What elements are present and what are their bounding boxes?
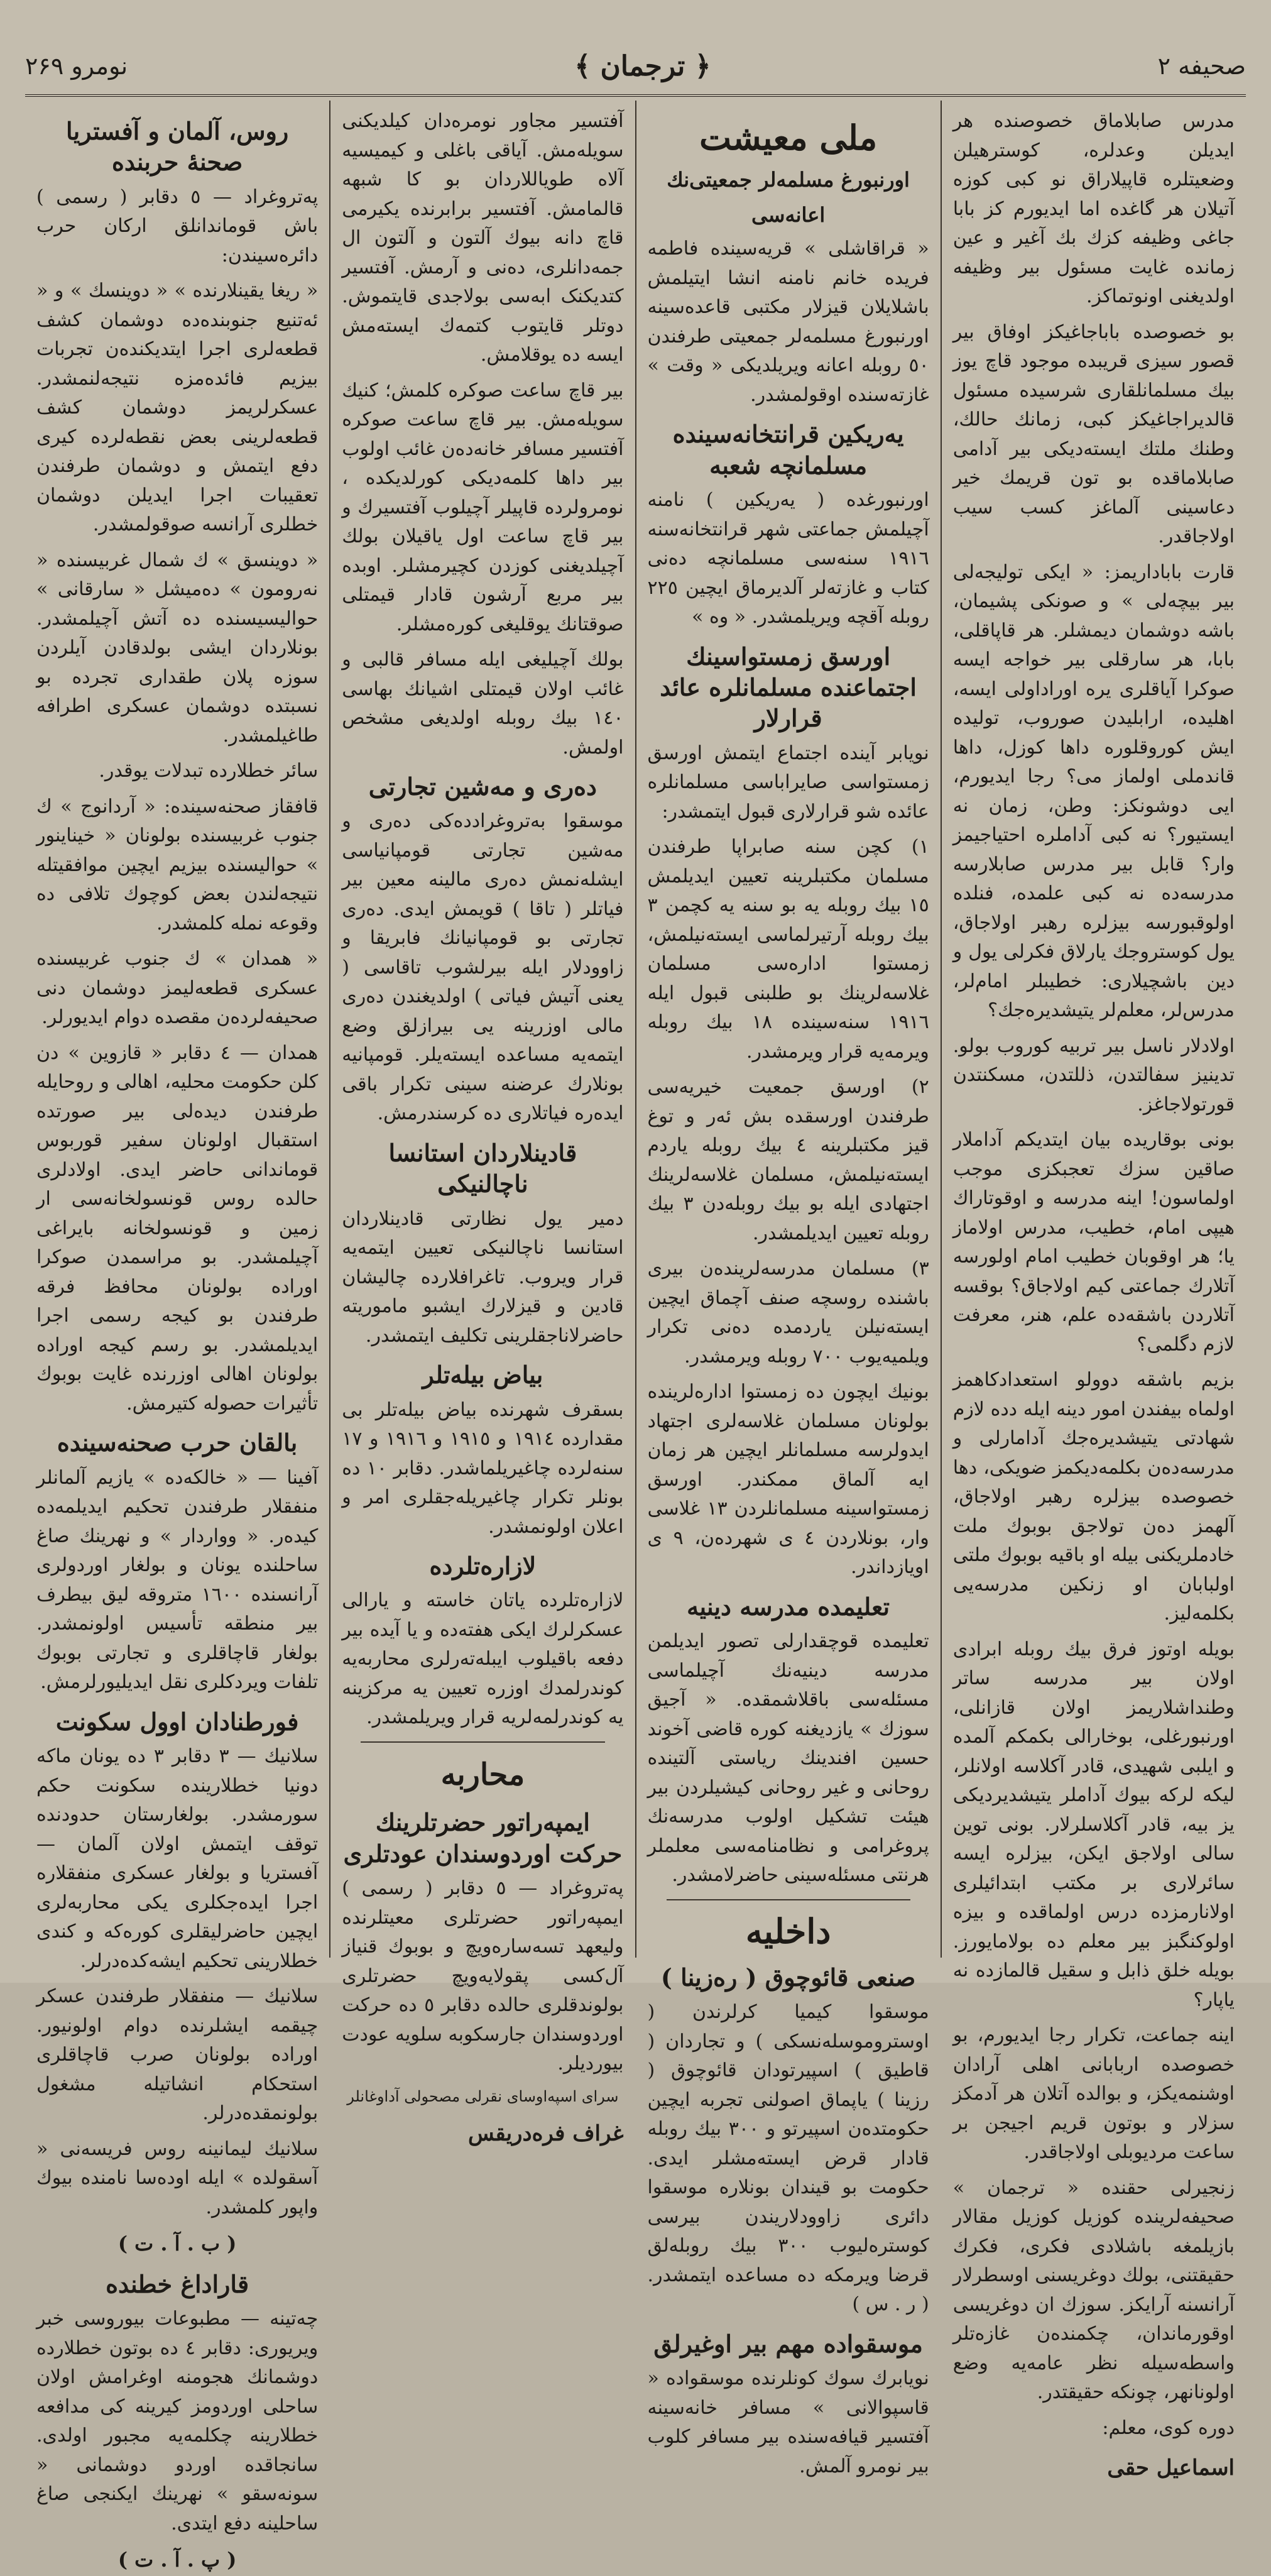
paragraph: بو خصوصده باباجاغیکز اوفاق بیر قصور سیزی قریبده موجود قاچ یوز بیك مسلمانلقاری شرسیده مسئول قالدیراجاغیکز کبی، زمانك حالك، وطنك ملتك ایسته‌دیکی بیر آدامی صابلاماقده بو تون قریمك خیر دعاسینی آلماغز کسب سیب اولاجاقدر.	[952, 321, 1235, 547]
divider	[361, 1741, 604, 1743]
column-3	[329, 101, 635, 2146]
article-heading: موسقواده مهم بیر اوغیرلق	[653, 2329, 923, 2358]
article-heading: بالقان حرب صحنه‌سینده	[57, 1428, 298, 1457]
paragraph: سلانیك — منفقلار طرفندن عسکر چیقمه ایشلرنده دوام اولونیور. اوراده بولونان صرب قاچاقلری استحکام انشاتیله مشغول بولونمقده‌درلر.	[36, 1985, 319, 2125]
column-2	[635, 101, 941, 2477]
paragraph: اولادلار ناسل بیر تربیه کوروب بولو. تدینیز سفالتدن، ذللتدن، مسکنتدن قورتولاجاغز.	[952, 1034, 1235, 1115]
paragraph: قافقاز صحنه‌سینده: « آردانوج » ك جنوب غربیسنده بولونان « خیناینور » حوالیسنده بیزیم ایچین موافقیتله نتیجه‌لندن بعض کوچوك تلافی ده وقوعه نمله کلمشدر.	[36, 795, 319, 934]
paragraph: بونی بوقاریده بیان ایتدیکم آداملار صاقین سزك تعجبکزی موجب اولماسون! اینه مدرسه و اوقوتاراك هیپی امام، خطیب، مدرس اولاماز یا؛ هر اوقوبان خطیب امام اولورسه آتلارك جماعتی کیم اولاجاق؟ بوقسه آتلاردن باشقه‌ده علم، هنر، معرفت لازم دگلمی؟	[952, 1129, 1235, 1356]
page-number-label: صحیفه ۲	[1157, 52, 1246, 80]
article-subheading: اعانه‌سی	[751, 202, 826, 227]
paragraph: موسقوا به‌تروغرادده‌کی ده‌ری و مه‌شین تجارتی قومپانیاسی ایشله‌نمش ده‌ری مالینه معین بیر فیاتلر ( تاقا ) قویمش ایدی. ده‌ری تجارتی بو قومپانیانك فابریقا و زاوودلار ایله بیرلشوب تاقاسی ( یعنی آتیش فیاتی ) اولدیغندن ده‌ری مالی اوزرینه یی بیرازلق وضع ایتمه‌یه مساعده ایسته‌یلر. قومپانیه بونلارك عرضنه سینی تکرار باقی ایده‌ره فیاتلاری ده کرسندرمش.	[342, 810, 624, 1125]
article-heading: تعلیمده مدرسه دینیه	[687, 1592, 890, 1621]
paragraph: نویابر آینده اجتماع ایتمش اورسق زمستواسی صایراباسی مسلمانلره عائده شو قرارلاری قبول ایتمشدر:	[647, 742, 929, 823]
issue-number-label: نومرو ۲۶۹	[25, 52, 128, 80]
signature-note: دوره کوی، معلم:	[1102, 2416, 1235, 2439]
paragraph: ٢) اورسق جمعیت خیریه‌سی طرفندن اورسقده بش ئه‌ر و توغ قیز مکتبلرینه ٤ بیك روبله یاردم ایسته‌نیلمش، مسلمان غلاسه‌لرینك اجتهادی ایله بو بیك روبله‌دن ٣ بیك روبله تعیین ایدیلمشدر.	[647, 1076, 929, 1244]
paragraph: په‌تروغراد — ٥ دقابر ( رسمی ) ایمپه‌راتور حضرتلری معیتلرنده ولیعهد تسه‌ساره‌ویچ و بوبوك قنیاز آل‌کسی پقولایه‌ویچ حضرتلری بولوندقلری حالده دقابر ٥ ده حرکت اوردوسندان جارسکوبه سلویه عودت بیوردیلر.	[342, 1877, 624, 2075]
newspaper-title: ﴿ ترجمان ﴾	[574, 50, 711, 82]
article-heading: اورسق زمستواسینك اجتماعنده مسلمانلره عائد قرارلار	[660, 642, 917, 733]
paragraph: چه‌تینه — مطبوعات بیوروسی خبر ویریوری: دقابر ٤ ده بوتون خطلارده دوشمانك هجومنه اوغرامش اولان ساحلی اوردومز کیرینه کی مدافعه خطلارینه چکلمه‌یه مجبور اولدی. سانجاقده اوردو دوشمانی « سونه‌سقو » نهرینك ایکنجی صاغ ساحلینه دفع ایتدی.	[36, 2308, 319, 2535]
paragraph: سلانیك لیمانینه روس فریسه‌نی « آسقولده » ایله اوده‌سا نامنده بیوك واپور کلمشدر.	[36, 2137, 319, 2218]
paragraph: لازاره‌تلرده یاتان خاسته و یارالی عسکرلرك ایکی هفته‌ده و یا آیده بیر دفعه باقیلوب ایبله‌ته‌رلری محاربه‌یه کوندرلمدك اوزره تعیین یه مرکزینه یه کوندرلمه‌لریه قرار ویریلمشدر.	[342, 1589, 624, 1729]
paragraph: آفتسیر مجاور نومره‌دان کیلدیکنی سویله‌مش. آیاقی باغلی و کیمیسیه آلاه طویاللاردان بو کا شبهه قالمامش. آفتسیر برابرنده یکیرمی قاچ دانه بیوك آلتون و آلتون ال جمه‌دانلری، ده‌نی و آرمش. آفتسیر کتدیکنک ابه‌سی بولاجدی قایتموش. دوتلر قایتوب کتمه‌ك ایسته‌مش ایسه ده یوقلامش.	[342, 110, 624, 366]
paragraph: « دوینسق » ك شمال غربیسنده « نه‌رومون » ده‌میشل « سارقانی » حوالیسیسنده ده آتش آچیلمشدر. بونلاردان ایشی بولدقادن آیلردن سوزه پلان طقداری تجرده بو نسبتده دوشمان عسکری اطرافه طاغیلمشدر.	[36, 549, 319, 747]
paragraph: اورنبورغده ( یه‌ریکین ) نامنه آچیلمش جماعتی شهر قرانتخانه‌سنه ١٩١٦ سنه‌سی مسلمانچه ده‌نی کتاب و غازته‌لر آلدیرماق ایچین ٢٢٥ روبله آقچه ویریلمشدر. « وه »	[647, 489, 929, 628]
paragraph: ١) کچن سنه صابراپا طرفندن مسلمان مکتبلرینه تعیین ایدیلمش ١٥ بیك روبله یه بو سنه یه کچمن ٣ بیك روبله آرتیرلماسی ایسته‌نیلمش، زمستوا اداره‌سی مسلمان غلاسه‌لرینك بو طلبنی قبول ایله ١٩١٦ سنه‌سینده ١٨ بیك روبله ویرمه‌یه قرار ویرمشدر.	[647, 836, 929, 1063]
paragraph: ٣) مسلمان مدرسه‌لرینده‌ن بیری باشنده روسچه صنف آچماق ایچین ایسته‌نیلن یاردمده ده‌نی تکرار ویلمیه‌یوب ٧٠٠ روبله ویرمشدر.	[647, 1258, 929, 1367]
section-heading: ملی معیشت	[699, 118, 878, 158]
masthead	[25, 38, 1246, 97]
section-ornament-heading: محاربه	[440, 1757, 525, 1792]
paragraph: بزیم باشقه دوولو استعداد‌کاهمز اولماه بیفندن امور دینه ایله دده لازم شهادتی یتیشدیره‌جك آدامارلی و مدرسه‌ده‌ن بكلمه‌دیکمز ضویکی، دها خصوصده بیزلره رهبر اولاجاق، آلهمز ده‌ن تولاجق بوبوك ملت خادملریکنی بیله او باقیه بوبوك ملتی اولبابان او زنکین مدرسه‌یی بکلمه‌لیز.	[952, 1369, 1235, 1625]
article-heading: ده‌ری و مه‌شین تجارتی	[368, 772, 597, 801]
footer-note: سرای اسپه‌اوسای نقرلی مصحولی آداوغانلر	[347, 2087, 619, 2105]
article-heading: صنعی قائوچوق ( ره‌زینا )	[660, 1963, 916, 1992]
paragraph: په‌تروغراد — ٥ دقابر ( رسمی ) باش قوماندانلق ارکان حرب دائره‌سیندن:	[36, 185, 319, 266]
article-heading: لازاره‌تلرده	[429, 1552, 537, 1581]
paragraph: تعلیمده قوچقدارلی تصور ایدیلمن مدرسه دینیه‌نك آچیلماسی مسئله‌سی باقلاشمقده. « آجیق سوزك » یازدیغنه کوره قاضی آخوند حسین‌ افندینك ریاستی آلتینده روحانی و غیر روحانی کیشیلردن بیر هیئت تشکیل اولوب مدرسه‌نك پروغرامی و نظامنامه‌سی معلملر هرنتی مسئله‌سینی حاضرلامشدر.	[647, 1630, 929, 1887]
article-heading: فورطنادان اوول سکونت	[55, 1707, 299, 1736]
paragraph: نویابرك سوك کونلرنده موسقواده « قاسپوالانی » مسافر خانه‌سینه آفتسیر قیافه‌سنده بیر مسافر کلوب بیر نومرو آلمش.	[647, 2367, 929, 2477]
article-heading: یه‌ریکین قرانتخانه‌سینده مسلمانچه شعبه	[672, 420, 904, 480]
paragraph: بسقرف شهرنده بیاض بیله‌تلر بی مقدارده ١٩١٤ و ١٩١٥ و ١٩١٦ و ١٧ سنه‌لرده چاغیریلماشدر. دقابر ١٠ ده بونلر تکرار چاغیریله‌جقلری امر و اعلان اولونمشدر.	[342, 1398, 624, 1538]
article-heading: روس، آلمان و آفستریا صحنهٔ حربنده	[66, 117, 289, 177]
paragraph: « همدان » ك جنوب غربیسنده عسکری قطعه‌لیمز دوشمان‌ دنی صحیفه‌لرده‌ن مقصده دوام ایدیورلر.	[36, 948, 319, 1029]
paragraph: دمیر یول نظارتی قادینلاردان استانسا ناچالنیکی تعیین ایتمه‌یه قرار ویروب. تاغرافلارده چالیشان قادین و قیزلارك ایشبو ماموریته حاضرلاناجقلرینی تکلیف ایتمشدر.	[342, 1207, 624, 1347]
author-signature: اسماعیل حقی	[1107, 2455, 1235, 2480]
paragraph: « قراقاشلی » قریه‌سینده فاطمه فریده خانم نامنه انشا ایتیلمش باشلایلان قیزلار مکتبی قاعده‌سینه اورنبورغ مسلمه‌لر جمعیتی طرفندن ٥٠ روبله اعانه ویریلدیکی « وقت » غازته‌سنده اوقولمشدر.	[647, 238, 929, 406]
paragraph: سلانیك — ٣ دقابر ٣ ده یونان ماکه دونیا خطلارینده سکونت حکم سورمشدر. بولغارستان حدودنده توقف ایتمش اولان آلمان — آفستریا و بولغار عسکری منفقلاره اجرا ایده‌جکلری یکی محاربه‌لری ایچین حاضرلیقلری کوره‌که و کندی خطلارینی تحکیم ایشه‌کده‌درلر.	[36, 1745, 319, 1972]
agency-tag: ( پ . آ . ت )	[117, 2548, 237, 2572]
paragraph: قارت باباداریمز: « ایکی تولیجه‌لی بیر بیچه‌لی » و صونکی پشیمان، باشه دوشمان دیمشلر. هر قاپاقلی، بابا، هر سارقلی بیر خواجه ایسه صوکرا آیاقلری یره اوراداولی ایسه، اهلیده، ارابلیدن صوروب، تولیده ایش کوروقلوره داها کوزل، داها قاندملی اولماز می؟ رجا ایدیورم، ایی دوشونکز: وطن، زمان نه ایستیور؟ نه کبی آداملره احتیاجیمز وار؟ قابل بیر مدرس صابلارسه مدرسه‌ده نه کبی علمده، فنلده اولوقبورسه بیزلره رهبر اولاجاق، یول کوستروجك یارلاق فکرلی یول و دین باشچیلاری: خطیبلر امام‌لر، مدرس‌لر، معلم‌لر یتیشدیره‌جك؟	[952, 561, 1235, 1021]
column-1	[941, 101, 1246, 2480]
paragraph: همدان — ٤ دقابر « قازوین » دن کلن حکومت محلیه، اهالی و روحایله طرفندن دیده‌لی بیر صورتده استقبال اولونان سفیر قوربوس قوماندانی حاضر ایدی. اولادلری حالده روس قونسولخانه‌سی ار زمین و قونسولخانه بایراغی آچیلمشدر. بو مراسمدن صوکرا اوراده بولونان محافظ فرقه طرفندن بو کیجه رسمی اجرا ایدیلمشدر. بو رسم کیجه اوراده بولونان اهالی اوزرنده غایت بوبوك تأثیرات حصوله کتیرمش.	[36, 1041, 319, 1415]
author-signature: غراف فره‌دریقس	[468, 2120, 624, 2146]
paragraph: مدرس صابلاماق خصوصنده هر ایدیلن وعدلره، کوسترهیلن وضعیتلره قاپیلاراق نو کبی کوزه آتیلان هر گاغده اما ایدیورم کز بابا جاغی وظیفه کزك بك آغیر و عین زمانده غایت مسئول بیر وظیفه اولدیغنی اونوتماکز.	[952, 110, 1235, 307]
column-4	[25, 101, 329, 2572]
paragraph: « ریغا یقینلارنده » « دوینسك » و « ئه‌تنیع جنوبنده‌ده دوشمان کشف قطعه‌لری اجرا ایتدیکنده‌ن تجربات بیزیم فائده‌مزه نتیجه‌لنمشدر. عسکرلریمز دوشمان کشف قطعه‌لرینی بعض نقطه‌لرده کیری دفع ایتمش و دوشمان طرفندن تعقیبات اجرا ایدیلن دوشمان خطلری آرانسه صوقولمشدر.	[36, 280, 319, 536]
article-heading: بیاض بیله‌تلر	[422, 1361, 543, 1389]
paragraph: بونیك ایچون ده زمستوا اداره‌لرینده بولونان مسلمان غلاسه‌لری اجتهاد ایدولرسه مسلمانلر ایچین هر زمان ایه آلماق ممکندر. اورسق زمستواسینه مسلمانلردن ١٣ غلاسی وار، بونلاردن ٤ ی شهرده‌ن، ٩ ی اویازداندر.	[647, 1381, 929, 1579]
paragraph: موسقوا کیمیا کرلرندن ( اوستروموسله‌نسکی ) و تجاردان ( قاطیق ) اسپیرتودان قائوچوق ( رزینا ) یاپماق اصولنی تجربه ایچین حکومتده‌ن اسپیرتو و ٣٠٠ بیك روبله قادار قرض ایسته‌مشلر ایدی. حکومت بو قیندان بونلاره موسقوا دائری زاوودلاریندن بیرسی کوستره‌لیوب ٣٠٠ بیك روبله‌لق قرضا ویرمکه ده مساعده ایتمشدر. ( ر . س )	[647, 2001, 929, 2316]
paragraph: آفینا — « خالکه‌ده » یازیم آلمانلر منفقلار طرفندن تحکیم ایدیلمه‌ده کیده‌ر. « وواردار » و نهرینك صاغ ساحلنده یونان و بولغار اوردولری آرانسنده ١٦٠٠ متروقه لیق بیطرف بیر منطقه تأسیس اولونمشدر. بولغار قاچاقلری و تجارتی بوبوك تلفات ویردکلری نقل ایدیلیورلرمش.	[36, 1466, 319, 1694]
paragraph: زنجیرلی حقنده « ترجمان » صحیفه‌لرینده کوزیل کوزیل مقالار بازیلمغه باشلادی فکری، فکرك حقیقتنی، بولك دوغریسنی اوسطرلار آرانسنه آرایکز. سوزك ان دوغریسی اوقورماندان، چکمنده‌ن غاز‌ه‌تلر واسطه‌سیله نظر عامه‌یه وضع اولونانهر، چونکه حقیقتدر.	[952, 2176, 1235, 2403]
article-heading: قاراداغ خطنده	[106, 2269, 249, 2298]
article-heading: اورنبورغ مسلمه‌لر جمعیتی‌نك	[667, 168, 910, 192]
agency-tag: ( ب . آ . ت )	[117, 2232, 237, 2256]
divider	[667, 1899, 910, 1900]
article-heading: ایمپه‌راتور حضرتلرینك حرکت اوردوسندان عودتلری	[343, 1808, 623, 1868]
columns-container	[25, 101, 1246, 2572]
section-heading: داخلیه	[745, 1910, 831, 1951]
paragraph: بیر قاچ ساعت صوکره کلمش؛ کنیك سویله‌مش. بیر قاچ ساعت صوکره آفتسیر مسافر خانه‌ده‌ن غائب اولوب بیر داها کلمه‌دیکی کورلدیکده ، نومرولرده قاپیلر آچیلوب آفتسیرك و بیر قاچ ساعت اول یاقیلان بولك آچیلدیغنی کوزدن کچیرمشلر. اوبده بیر مربع آرشون قادار قیمتلی صوقتانك یوقلیغی کوره‌مشلر.	[342, 379, 624, 635]
paragraph: اینه جماعت، تکرار رجا ایدیورم، بو خصوصده اربابانی اهلی آرادان اوشنمه‌یکز، و بوالده آتلان هر آدمکز سزلار و بوتون قریم اجیجن بر ساعت مردیوبلی اولاجاقدر.	[952, 2024, 1235, 2163]
paragraph: بولك آچیلیغی ایله مسافر قالبی و غائب اولان قیمتلی اشیانك بهاسی ١٤٠ بیك روبله اولدیغی مشخص اولمش.	[342, 649, 624, 759]
paragraph: بویله اوتوز فرق بیك روبله ابرادی اولان بیر مدرسه ساتر وطنداشلاریمز اولان قازانلی، اورنبورغلی، بوخارالی بکمکم آلمده و ایلبی شهیدی، قادر آکلاسه اولانلر، لیکه لرکه بیوك آداملر یتیشدیردیکی یز بیه، قادر آکلاسلرلار. بونی توین سالی اولاجق ایکن، بیزلره ایسه سائرلاری بر مکتب ابتدائیلری اولانارمزده درس اولماقده و بیزه اولوکنگبز بیر معلم ده بولامایورز. بویله خلق ذابل و سقیل قالمازده نه یاپار؟	[952, 1638, 1235, 2011]
article-heading: قادینلاردان استانسا ناچالنیکی	[388, 1138, 577, 1198]
paragraph: سائر خطلارده تبدلات یوقدر.	[99, 760, 319, 782]
